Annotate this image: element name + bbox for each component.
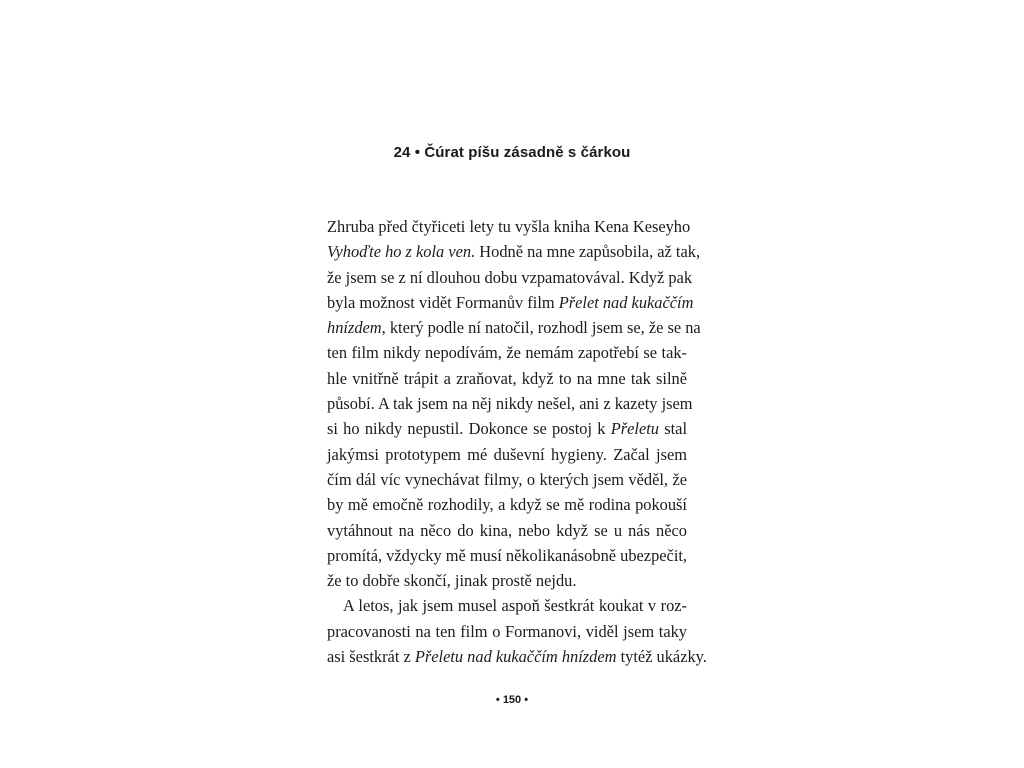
text-line <box>327 492 687 517</box>
text-run: tytéž ukázky. <box>616 647 707 667</box>
text-line <box>327 340 687 365</box>
text-run: Zhruba před čtyřiceti lety tu vyšla kniha Kena Keseyho <box>327 217 691 236</box>
text-line <box>327 265 693 290</box>
text-line <box>327 568 687 593</box>
text-run: že to dobře skončí, jinak prostě nejdu. <box>327 571 577 591</box>
text-line <box>327 467 687 492</box>
text-run: asi šestkrát z <box>327 647 415 667</box>
page-number: • 150 • <box>495 694 529 706</box>
text-run: jakýmsi prototypem mé duševní hygieny. Začal jsem <box>327 444 687 464</box>
text-run: pracovanosti na ten film o Formanovi, viděl jsem taky <box>327 621 687 641</box>
italic-title-run: Vyhoďte ho z kola ven. <box>327 242 476 262</box>
text-run: ten film nikdy nepodívám, že nemám zapotřebí se tak- <box>327 343 687 363</box>
italic-title-run: Přelet nad kukaččím <box>558 292 694 312</box>
text-run: A letos, jak jsem musel aspoň šestkrát koukat v roz- <box>343 596 687 616</box>
text-line <box>327 593 687 618</box>
text-run: , který podle ní natočil, rozhodl jsem se, že se na <box>381 318 701 338</box>
text-run: si ho nikdy nepustil. Dokonce se postoj k <box>327 419 611 439</box>
text-line <box>327 366 687 391</box>
text-line <box>327 290 694 315</box>
text-run: stal <box>659 419 688 439</box>
text-line <box>327 416 687 441</box>
chapter-heading: 24 • Čúrat píšu zásadně s čárkou <box>393 144 631 161</box>
text-line <box>327 315 701 340</box>
text-line <box>327 644 707 669</box>
text-run: vytáhnout na něco do kina, nebo když se u nás něco <box>327 520 687 540</box>
text-line <box>327 442 687 467</box>
text-run: působí. A tak jsem na něj nikdy nešel, ani z kazety jsem <box>327 394 693 414</box>
body-text <box>327 214 707 669</box>
text-run: byla možnost vidět Formanův film <box>327 292 559 312</box>
text-line <box>327 619 687 644</box>
text-run: čím dál víc vynechávat filmy, o kterých jsem věděl, že <box>327 469 687 489</box>
text-line <box>327 543 687 568</box>
text-line <box>327 391 693 416</box>
italic-title-run: Přeletu nad kukaččím hnízdem <box>414 647 617 667</box>
italic-title-run: hnízdem <box>327 318 382 338</box>
text-run: Hodně na mne zapůsobila, až tak, <box>475 242 701 262</box>
text-run: by mě emočně rozhodily, a když se mě rodina pokouší <box>327 495 687 515</box>
italic-title-run: Přeletu <box>610 419 659 439</box>
text-line <box>327 239 701 264</box>
text-run: promítá, vždycky mě musí několikanásobně ubezpečit, <box>327 545 688 565</box>
text-line <box>327 518 687 543</box>
text-run: hle vnitřně trápit a zraňovat, když to na mne tak silně <box>327 368 687 388</box>
text-run: že jsem se z ní dlouhou dobu vzpamatovával. Když pak <box>327 267 693 287</box>
text-line <box>327 214 691 239</box>
